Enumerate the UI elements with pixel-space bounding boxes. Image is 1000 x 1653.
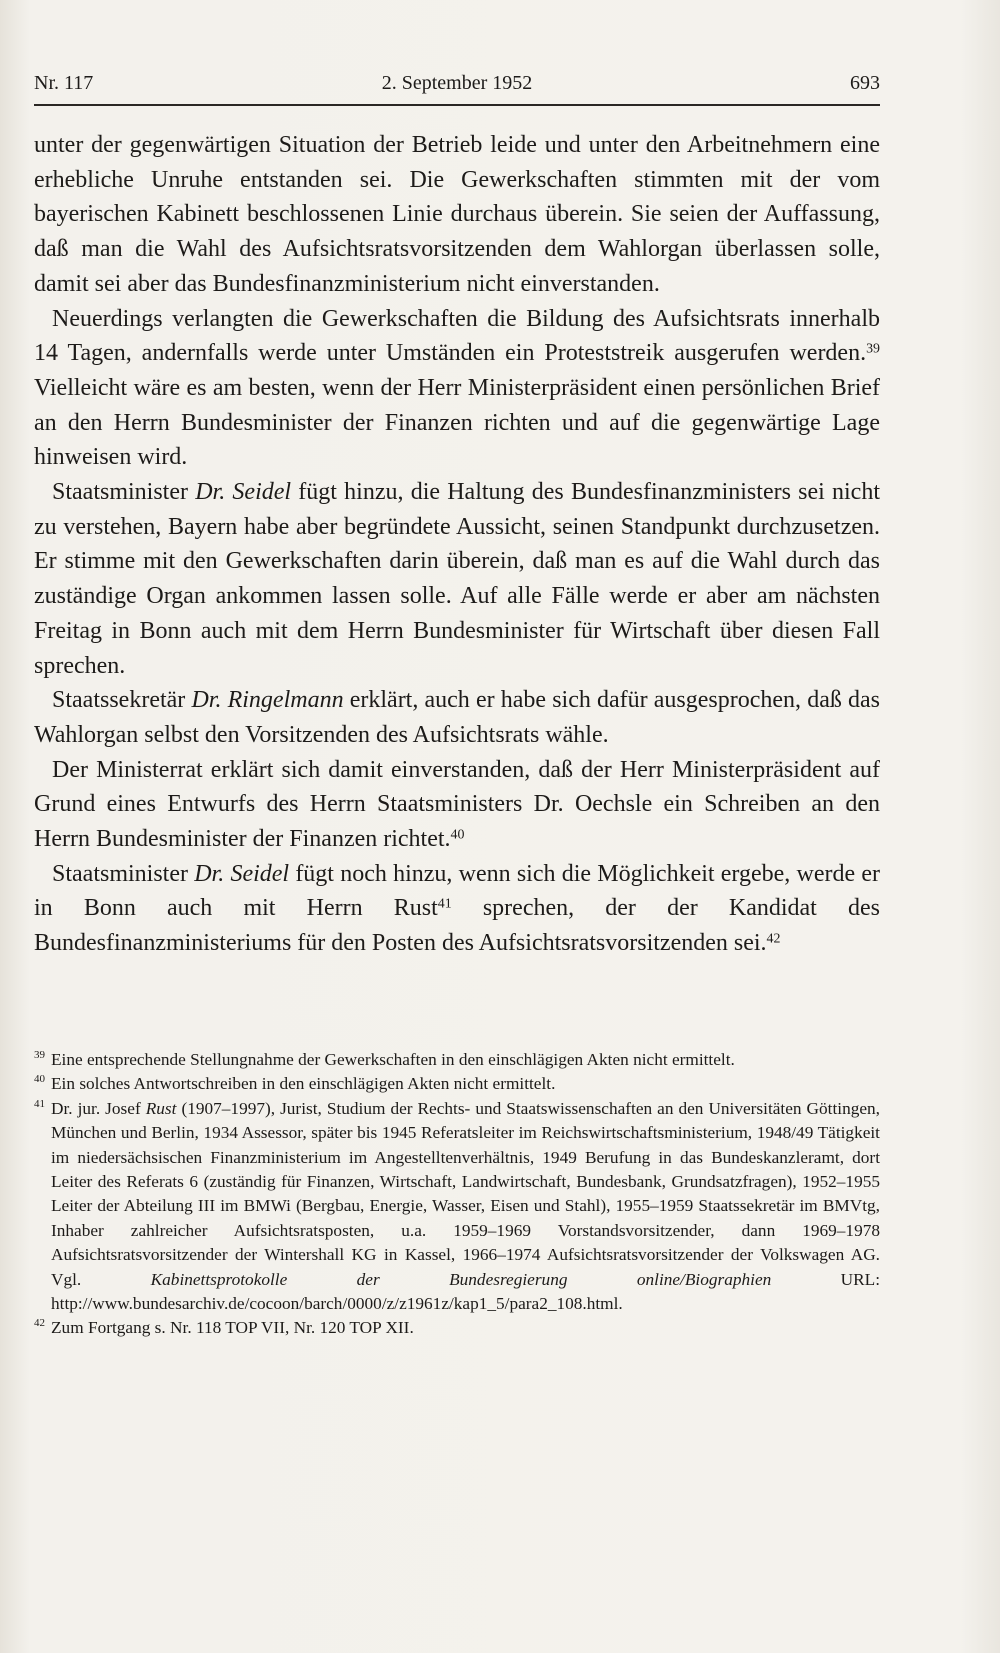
footnote bbox=[34, 1316, 880, 1340]
paragraph-text: Neuerdings verlangten die Gewerkschaften die Bildung des Aufsichtsrats innerhalb 14 Tagen, andernfalls werde unter Umständen ein Proteststreik ausgerufen werden. bbox=[34, 305, 880, 367]
paragraph-text: fügt noch hinzu, wenn sich die Möglichkeit ergebe, werde er in Bonn auch mit Herrn Rust bbox=[34, 860, 881, 922]
footnote-text: Eine entsprechende Stellungnahme der Gewerkschaften in den einschlägigen Akten nicht ermittelt. bbox=[51, 1050, 735, 1069]
footnote-ref: 40 bbox=[450, 827, 465, 843]
footnote-ref: 42 bbox=[766, 931, 781, 947]
footnote bbox=[34, 1048, 880, 1072]
person-name: Dr. Ringelmann bbox=[191, 687, 344, 714]
paragraph-text: Staatsminister bbox=[52, 479, 196, 506]
paragraph-text: unter der gegenwärtigen Situation der Betrieb leide und unter den Arbeitnehmern eine erhebliche Unruhe entstanden sei. Die Gewerkschaften stimmten mit der vom bayerischen Kabinett beschlossenen Linie durchaus überein. Sie seien der Auffassung, daß man die Wahl des Aufsichtsratsvorsitzenden dem Wahlorgan überlassen solle, damit sei aber das Bundesfinanzministerium nicht einverstanden. bbox=[34, 132, 880, 297]
paragraph-text: Der Ministerrat erklärt sich damit einverstanden, daß der Herr Ministerpräsident auf Grund eines Entwurfs des Herrn Staatsministers Dr. Oechsle ein Schreiben an den Herrn Bundesminister der Finanzen richtet. bbox=[34, 756, 880, 853]
source-url: URL: http://www.bundesarchiv.de/cocoon/barch/0000/z/z1961z/kap1_5/para2_108.html. bbox=[51, 1269, 881, 1314]
document-date: 2. September 1952 bbox=[381, 72, 533, 94]
header-rule bbox=[34, 104, 880, 106]
paragraph bbox=[34, 302, 880, 476]
person-name: Dr. Seidel bbox=[194, 860, 290, 887]
footnote bbox=[34, 1097, 880, 1317]
person-name: Rust bbox=[145, 1098, 177, 1118]
person-name: Dr. Seidel bbox=[195, 479, 292, 506]
paragraph-text: Vielleicht wäre es am besten, wenn der Herr Ministerpräsident einen persönlichen Brief an den Herrn Bundesminister der Finanzen richten und auf die gegenwärtige Lage hinweisen wird. bbox=[34, 374, 880, 471]
footnote-text: Ein solches Antwortschreiben in den einschlägigen Akten nicht ermittelt. bbox=[51, 1074, 556, 1094]
footnote-text: Zum Fortgang s. Nr. 118 TOP VII, Nr. 120 TOP XII. bbox=[51, 1318, 414, 1338]
paragraph bbox=[34, 683, 880, 752]
paragraph-text: fügt hinzu, die Haltung des Bundesfinanzministers sei nicht zu verstehen, Bayern habe aber begründete Aussicht, seinen Standpunkt durchzusetzen. Er stimme mit den Gewerkschaften darin überein, daß man es auf die Wahl durch das zuständige Organ ankommen lassen solle. Auf alle Fälle werde er aber am nächsten Freitag in Bonn auch mit dem Herrn Bundesminister für Wirtschaft über diesen Fall sprechen. bbox=[34, 479, 881, 679]
paragraph bbox=[34, 475, 880, 683]
footnote-ref: 41 bbox=[437, 896, 452, 912]
footnotes bbox=[34, 1048, 880, 1341]
footnote-number: 41 bbox=[34, 1097, 45, 1110]
footnote-number: 42 bbox=[34, 1317, 45, 1330]
footnote-number: 39 bbox=[34, 1049, 45, 1061]
paragraph bbox=[34, 128, 880, 302]
footnote-ref: 39 bbox=[866, 341, 880, 357]
paragraph bbox=[34, 753, 880, 857]
paragraph-text: sprechen, der der Kandidat des Bundesfinanzministeriums für den Posten des Aufsichtsratsvorsitzenden sei. bbox=[34, 895, 881, 957]
body-text bbox=[34, 128, 880, 961]
paragraph bbox=[34, 857, 880, 961]
page-header bbox=[34, 72, 880, 100]
paragraph-text: Staatssekretär bbox=[52, 687, 192, 714]
paragraph-text: Staatsminister bbox=[52, 860, 195, 887]
footnote-text: Dr. jur. Josef bbox=[51, 1098, 146, 1118]
document-number: Nr. 117 bbox=[34, 72, 94, 94]
footnote bbox=[34, 1072, 880, 1096]
paragraph-text: erklärt, auch er habe sich dafür ausgesprochen, daß das Wahlorgan selbst den Vorsitzenden des Aufsichtsrats wähle. bbox=[34, 687, 880, 748]
footnote-text: (1907–1997), Jurist, Studium der Rechts- und Staatswissenschaften an den Universitäten Göttingen, München und Berlin, 1934 Assessor, später bis 1945 Referatsleiter im Reichswirtschaftsministerium, 1948/49 Tätigkeit im niedersächsischen Finanzministerium im Angestelltenverhältnis, 1949 Berufung in das Bundeskanzleramt, dort Leiter des Referats 6 (zuständig für Finanzen, Wirtschaft, Landwirtschaft, Bundesbank, Grundsatzfragen), 1952–1955 Leiter der Abteilung III im BMWi (Bergbau, Energie, Wasser, Eisen und Stahl), 1955–1959 Staatssekretär im BMVtg, Inhaber zahlreicher Aufsichtsratsposten, u.a. 1959–1969 Vorstandsvorsitzender, dann 1969–1978 Aufsichtsratsvorsitzender der Wintershall KG in Kassel, 1966–1974 Aufsichtsratsvorsitzender der Volkswagen AG. Vgl. bbox=[51, 1098, 880, 1289]
source-title: Kabinettsprotokolle der Bundesregierung online/Biographien bbox=[150, 1269, 772, 1289]
footnote-number: 40 bbox=[34, 1073, 45, 1086]
page-number: 693 bbox=[850, 72, 880, 94]
